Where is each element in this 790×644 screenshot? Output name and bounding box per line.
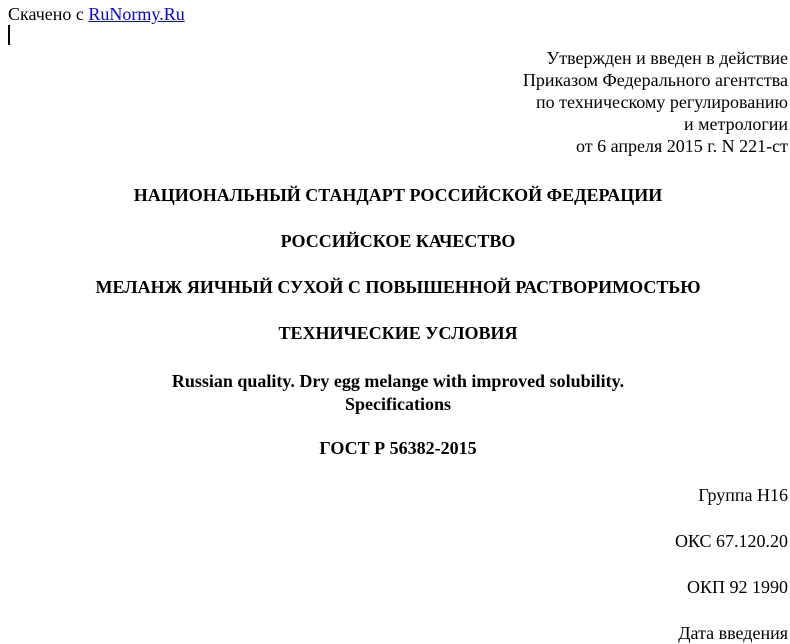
group-code: Группа Н16 <box>698 485 788 505</box>
english-title-line: Russian quality. Dry egg melange with improved solubility. <box>171 371 625 391</box>
approval-block <box>523 47 788 157</box>
runormy-link[interactable]: RuNormy.Ru <box>88 4 185 24</box>
gost-number: ГОСТ Р 56382-2015 <box>319 438 477 458</box>
approval-line: Приказом Федерального агентства <box>522 70 788 90</box>
standard-title: НАЦИОНАЛЬНЫЙ СТАНДАРТ РОССИЙСКОЙ ФЕДЕРАЦИИ <box>133 185 663 205</box>
text-cursor <box>8 25 10 45</box>
english-title <box>0 370 790 416</box>
approval-line: по техническому регулированию <box>535 92 788 112</box>
approval-line: от 6 апреля 2015 г. N 221-ст <box>576 136 788 156</box>
series-title: РОССИЙСКОЕ КАЧЕСТВО <box>280 231 516 251</box>
doc-type-title: ТЕХНИЧЕСКИЕ УСЛОВИЯ <box>278 323 518 343</box>
english-title-line: Specifications <box>345 394 451 414</box>
source-prefix: Скачено с <box>8 4 89 24</box>
approval-line: Утвержден и введен в действие <box>546 48 788 68</box>
okp-code: ОКП 92 1990 <box>686 577 788 597</box>
intro-date-label: Дата введения <box>678 623 788 643</box>
approval-line: и метрологии <box>684 114 788 134</box>
source-line <box>8 3 185 25</box>
product-title: МЕЛАНЖ ЯИЧНЫЙ СУХОЙ С ПОВЫШЕННОЙ РАСТВОРИМОСТЬЮ <box>95 277 701 297</box>
oks-code: ОКС 67.120.20 <box>674 531 788 551</box>
